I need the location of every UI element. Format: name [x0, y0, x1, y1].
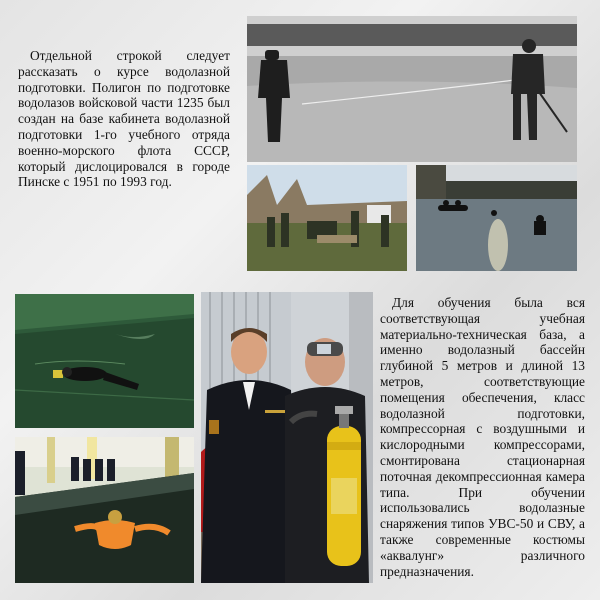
photo-officer-diver-tank: [201, 292, 373, 583]
photo-pool-diver: [15, 294, 194, 428]
photo-lake-sunset: [416, 165, 577, 271]
photo-indoor-pool: [15, 437, 194, 583]
intro-paragraph: Отдельной строкой следует рассказать о курсе водолазной подготовки. Полигон по подготовке водолазов войсковой части 1235 был создан на базе кабинета водолазной подготовки 1-го учебного отряда военно-морского флота СССР, который дислоцировался в городе Пинске с 1951 по 1993 год.: [18, 48, 230, 190]
photo-diver-lake-bw: [247, 16, 577, 162]
photo-training-group: [247, 165, 407, 271]
training-base-paragraph: Для обучения была вся соответствующая учебная материально-техническая база, а именно водолазный бассейн глубиной 5 метров и длиной 13 метров, соответствующие помещения обеспечения, класс водолазной подготовки, компрессорная с воздушными и кислородными компрессорами, смонтирована стационарная поточная декомпрессионная камера типа. При обучении использовались водолазные снаряжения типов УВС-50 и СВУ, а также современные костюмы «аквалунг» различного предназначения.: [380, 295, 585, 579]
